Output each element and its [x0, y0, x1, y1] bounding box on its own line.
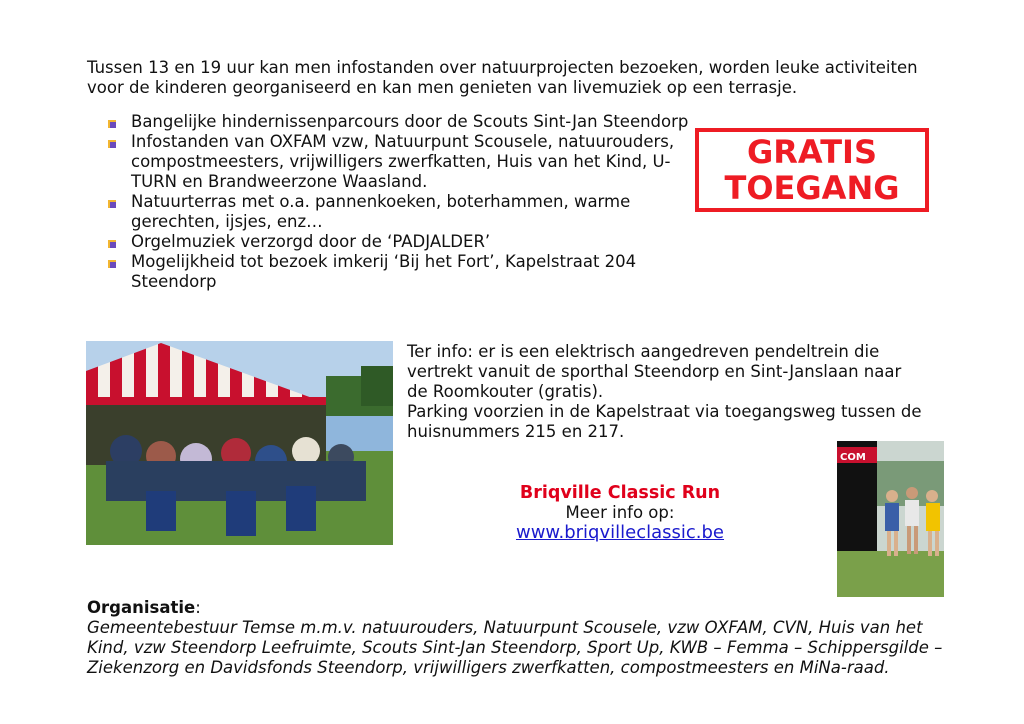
intro-paragraph: Tussen 13 en 19 uur kan men infostanden over natuurprojecten bezoeken, worden leuke activiteiten voor de kinderen georganiseerd en kan men genieten van livemuziek op een terrasje. [87, 58, 918, 97]
run-website-link[interactable]: www.briqvilleclassic.be [515, 522, 725, 543]
list-item [107, 252, 707, 292]
list-item-text: Bangelijke hindernissenparcours door de Scouts Sint-Jan Steendorp [131, 112, 689, 131]
organisation-colon: : [195, 598, 201, 617]
bullet-icon [107, 119, 117, 129]
run-title: Briqville Classic Run [519, 483, 721, 503]
free-entry-badge [695, 128, 929, 212]
bullet-icon [107, 199, 117, 209]
tent-photo-illustration [86, 341, 393, 545]
list-item [107, 132, 707, 192]
parking-info: Parking voorzien in de Kapelstraat via toegangsweg tussen de huisnummers 215 en 217. [407, 402, 922, 441]
runners-photo [837, 441, 944, 597]
organisation-text: Gemeentebestuur Temse m.m.v. natuurouders, Natuurpunt Scousele, vzw OXFAM, CVN, Huis van het Kind, vzw Steendorp Leefruimte, Scouts Sint-Jan Steendorp, Sport Up, KWB – Femma – Schippersgilde – Ziekenzorg en Davidsfonds Steendorp, vrijwilligers zwerfkatten, compostmeesters en MiNa-raad. [87, 618, 943, 677]
list-item-text: Infostanden van OXFAM vzw, Natuurpunt Scousele, natuurouders, compostmeesters, vrijwilligers zwerfkatten, Huis van het Kind, U-TURN en Brandweerzone Waasland. [131, 132, 675, 191]
list-item [107, 192, 707, 232]
classic-run-block [470, 483, 770, 543]
bullet-icon [107, 139, 117, 149]
organisation-heading: Organisatie [87, 598, 196, 617]
info-block [407, 342, 927, 442]
run-more-info: Meer info op: [565, 503, 675, 522]
list-item-text: Orgelmuziek verzorgd door de ‘PADJALDER’ [131, 232, 491, 251]
organisation-block [87, 598, 947, 678]
list-item-text: Natuurterras met o.a. pannenkoeken, boterhammen, warme gerechten, ijsjes, enz… [131, 192, 631, 231]
bullet-icon [107, 259, 117, 269]
tent-event-photo [86, 341, 393, 545]
organisation-heading-line [87, 598, 947, 618]
runners-photo-illustration [837, 441, 944, 597]
list-item [107, 112, 707, 132]
list-item [107, 232, 707, 252]
bullet-icon [107, 239, 117, 249]
activity-list [107, 112, 707, 292]
list-item-text: Mogelijkheid tot bezoek imkerij ‘Bij het Fort’, Kapelstraat 204 Steendorp [131, 252, 637, 291]
free-entry-line2: TOEGANG [724, 169, 900, 207]
train-info: Ter info: er is een elektrisch aangedreven pendeltrein die vertrekt vanuit de sporthal Steendorp en Sint-Janslaan naar de Roomkouter (gratis). [407, 342, 902, 401]
free-entry-line1: GRATIS [747, 133, 877, 171]
banner-text: COM [840, 452, 866, 463]
